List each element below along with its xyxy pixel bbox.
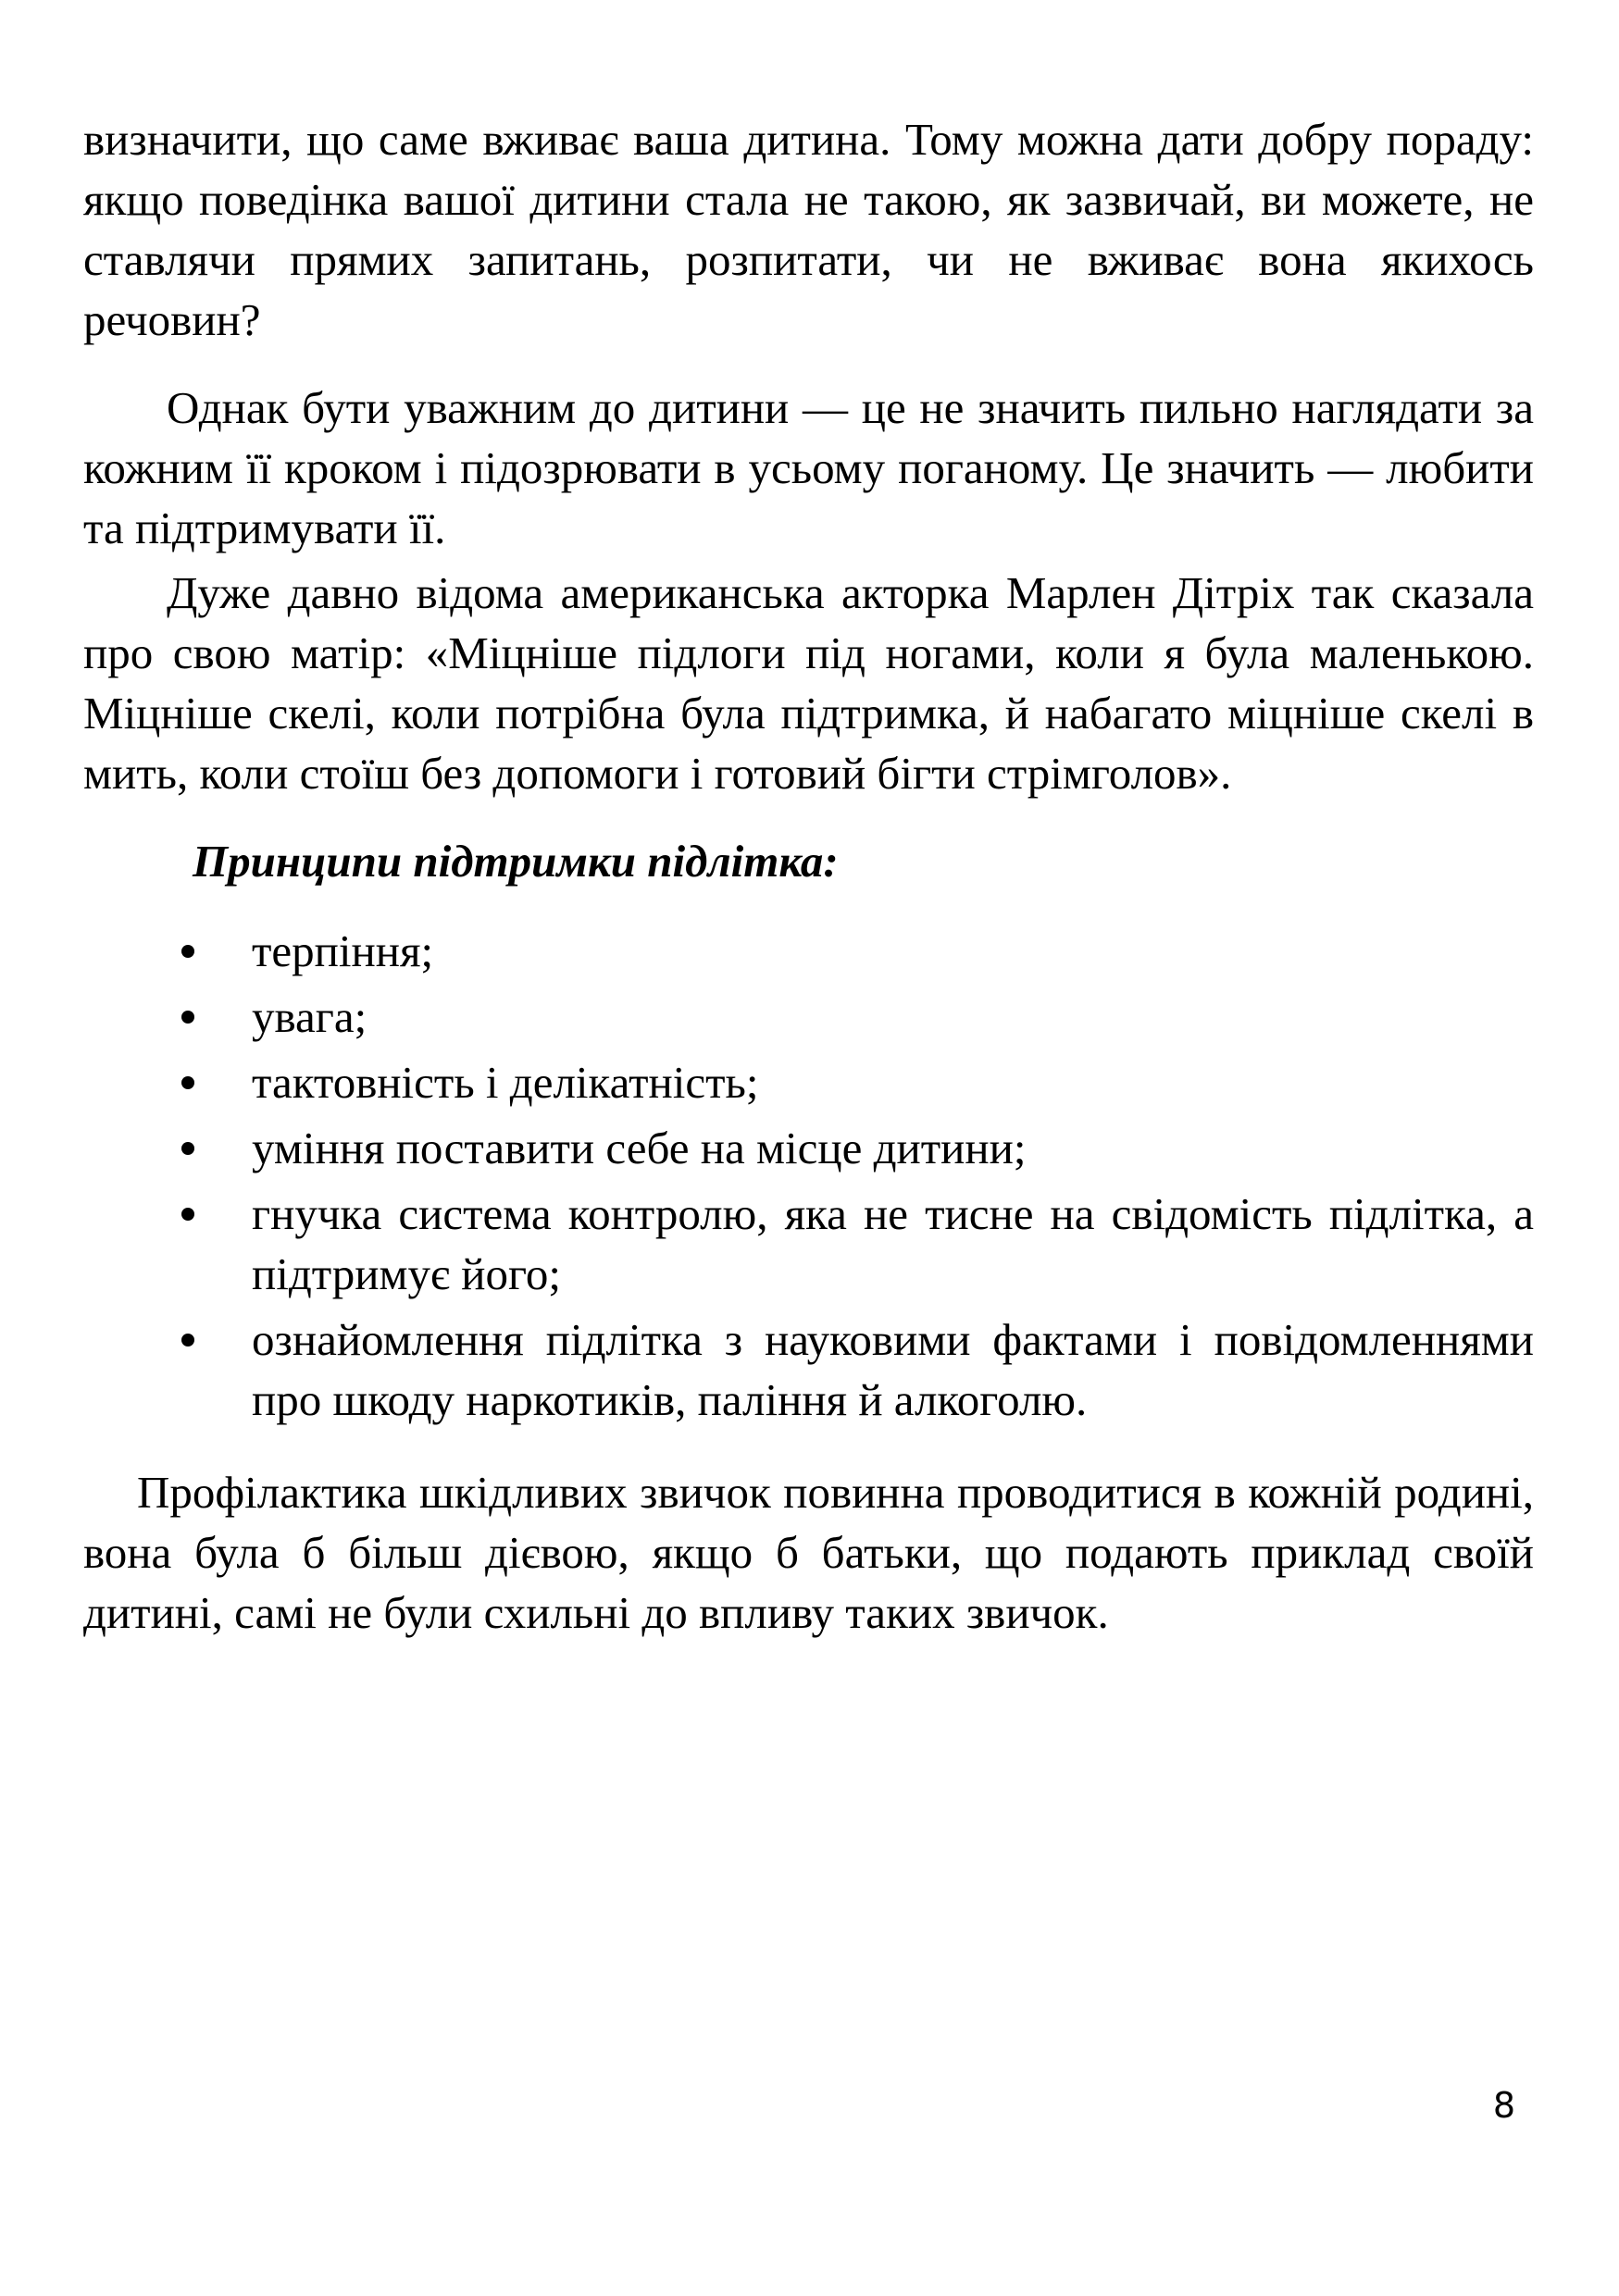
paragraph-text: визначити, що саме вживає ваша дитина. Тому можна дати добру пораду: якщо поведінка вашої дитини стала не такою, як зазвичай, ви можете, не ставлячи прямих запитань, розпитати, чи не вживає вона якихось речовин? bbox=[83, 114, 1534, 345]
paragraph-text: Дуже давно відома американська акторка Марлен Дітріх так сказала про свою матір: «Міцніше підлоги під ногами, коли я була маленькою. Міцніше скелі, коли потрібна була підтримка, й набагато міцніше скелі в мить, коли стоїш без допомоги і готовий бігти стрімголов». bbox=[83, 567, 1534, 799]
bullet-icon bbox=[181, 1076, 194, 1089]
bullet-icon bbox=[181, 1142, 194, 1155]
list-item-text: терпіння; bbox=[252, 925, 434, 976]
list-item bbox=[0, 1184, 1619, 1304]
list-item-text: уміння поставити себе на місце дитини; bbox=[252, 1123, 1027, 1173]
bullet-icon bbox=[181, 945, 194, 958]
bullet-icon bbox=[181, 1334, 194, 1347]
principles-list bbox=[0, 921, 1619, 1435]
page-number: 8 bbox=[1492, 2085, 1516, 2126]
section-heading: Принципи підтримки підлітка: bbox=[193, 836, 839, 887]
list-item bbox=[0, 921, 1619, 981]
list-item-text: ознайомлення підлітка з науковими фактами і повідомленнями про шкоду наркотиків, паління й алкоголю. bbox=[252, 1314, 1534, 1425]
list-item-text: увага; bbox=[252, 991, 367, 1042]
paragraph-attention bbox=[83, 378, 1534, 558]
bullet-icon bbox=[181, 1208, 194, 1221]
paragraph-text: Однак бути уважним до дитини — це не значить пильно наглядати за кожним її кроком і підозрювати в усьому поганому. Це значить — любити та підтримувати її. bbox=[83, 382, 1534, 553]
list-item bbox=[0, 987, 1619, 1047]
paragraph-prevention bbox=[83, 1462, 1534, 1643]
list-item-text: тактовність і делікатність; bbox=[252, 1057, 759, 1108]
paragraph-quote bbox=[83, 563, 1534, 803]
bullet-icon bbox=[181, 1011, 194, 1024]
list-item bbox=[0, 1118, 1619, 1178]
paragraph-intro bbox=[83, 109, 1534, 350]
paragraph-text: Профілактика шкідливих звичок повинна проводитися в кожній родині, вона була б більш дієвою, якщо б батьки, що подають приклад своїй дитині, самі не були схильні до впливу таких звичок. bbox=[83, 1467, 1534, 1638]
list-item bbox=[0, 1309, 1619, 1430]
list-item bbox=[0, 1052, 1619, 1112]
list-item-text: гнучка система контролю, яка не тисне на свідомість підлітка, а підтримує його; bbox=[252, 1188, 1534, 1299]
